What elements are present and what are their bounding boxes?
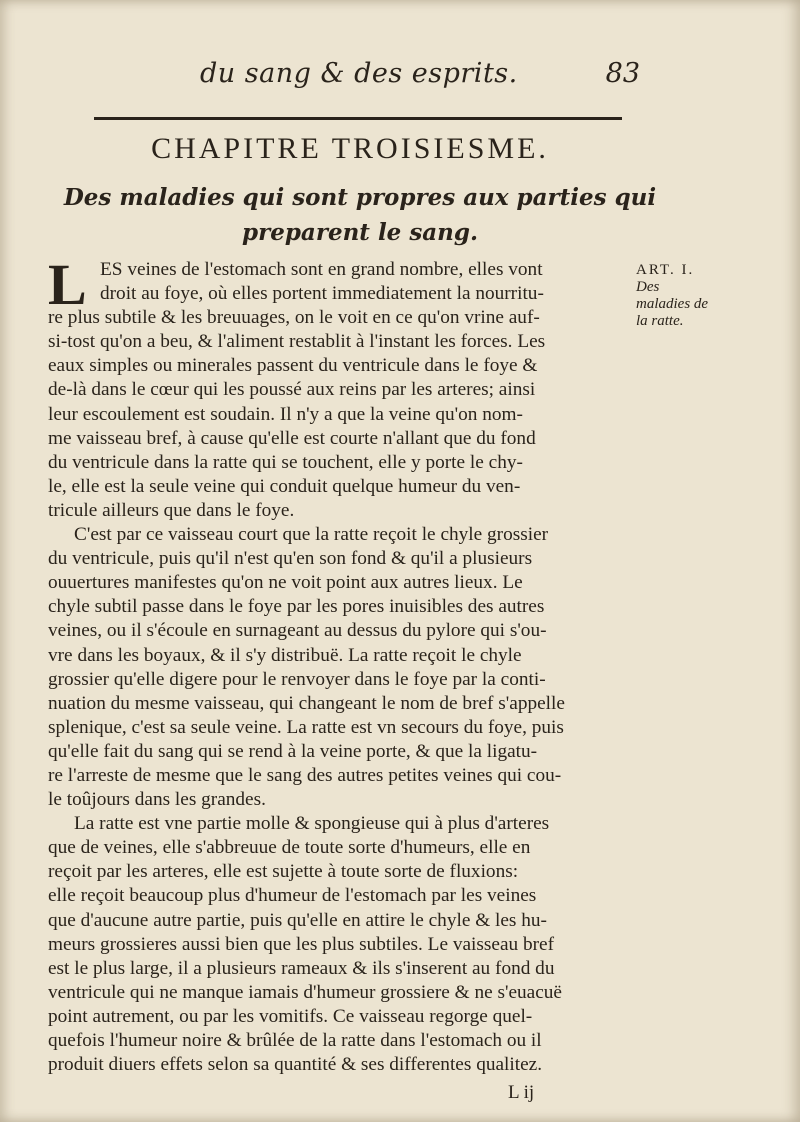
text-line: leur escoulement est soudain. Il n'y a que la veine qu'on nom- bbox=[48, 403, 523, 425]
page-number: 83 bbox=[605, 58, 640, 89]
text-line: ES veines de l'estomach sont en grand nombre, elles vont bbox=[100, 259, 543, 280]
text-line: du ventricule, puis qu'il n'est qu'en son fond & qu'il a plusieurs bbox=[48, 548, 533, 570]
text-line: de-là dans le cœur qui les poussé aux reins par les arteres; ainsi bbox=[48, 379, 536, 401]
text-line: C'est par ce vaisseau court que la ratte reçoit le chyle grossier bbox=[74, 524, 549, 546]
text-line: veines, ou il s'écoule en surnageant au dessus du pylore qui s'ou- bbox=[48, 620, 547, 642]
section-title-line-2: preparent le sang. bbox=[242, 219, 478, 246]
text-line: me vaisseau bref, à cause qu'elle est courte n'allant que du fond bbox=[48, 427, 536, 449]
text-line: si-tost qu'on a beu, & l'aliment restablit à l'instant les forces. Les bbox=[48, 331, 546, 353]
margin-note bbox=[636, 262, 716, 330]
text-line: le, elle est la seule veine qui conduit quelque humeur du ven- bbox=[48, 475, 521, 497]
section-title-line-1: Des maladies qui sont propres aux parties qui bbox=[63, 184, 657, 211]
text-line: le toûjours dans les grandes. bbox=[48, 789, 266, 811]
margin-note-text: Des maladies de la ratte. bbox=[636, 279, 709, 329]
text-line: nuation du mesme vaisseau, qui changeant le nom de bref s'appelle bbox=[48, 692, 565, 714]
text-line: que de veines, elle s'abbreuue de toute sorte d'humeurs, elle en bbox=[48, 837, 531, 859]
text-line: ouuertures manifestes qu'on ne voit point aux autres lieux. Le bbox=[48, 572, 523, 594]
text-line: est le plus large, il a plusieurs rameaux & ils s'inserent au fond du bbox=[48, 957, 555, 979]
text-line: point autrement, ou par les vomitifs. Ce vaisseau regorge quel- bbox=[48, 1005, 533, 1027]
header-rule bbox=[94, 117, 622, 120]
text-line: reçoit par les arteres, elle est sujette à toute sorte de fluxions: bbox=[48, 861, 519, 883]
text-line: grossier qu'elle digere pour le renvoyer dans le foye par la conti- bbox=[48, 668, 546, 690]
text-line: re l'arreste de mesme que le sang des autres petites veines qui cou- bbox=[48, 764, 562, 786]
text-line: La ratte est vne partie molle & spongieuse qui à plus d'arteres bbox=[74, 813, 550, 835]
margin-note-article: ART. I. bbox=[636, 262, 695, 278]
body-text bbox=[48, 252, 640, 1077]
chapter-title: CHAPITRE TROISIESME. bbox=[151, 132, 549, 165]
text-line: meurs grossieres aussi bien que les plus subtiles. Le vaisseau bref bbox=[48, 933, 555, 955]
text-line: ventricule qui ne manque iamais d'humeur grossiere & ne s'euacuë bbox=[48, 981, 562, 1003]
text-line: qu'elle fait du sang qui se rend à la veine porte, & que la ligatu- bbox=[48, 740, 538, 762]
text-line: vre dans les boyaux, & il s'y distribuë. La ratte reçoit le chyle bbox=[48, 644, 522, 666]
drop-cap: L bbox=[48, 252, 87, 317]
text-line: eaux simples ou minerales passent du ventricule dans le foye & bbox=[48, 355, 538, 377]
text-line: chyle subtil passe dans le foye par les pores inuisibles des autres bbox=[48, 596, 545, 618]
text-line: elle reçoit beaucoup plus d'humeur de l'estomach par les veines bbox=[48, 885, 537, 907]
text-line: du ventricule dans la ratte qui se touchent, elle y porte le chy- bbox=[48, 451, 523, 473]
text-line: produit diuers effets selon sa quantité & ses differentes qualitez. bbox=[48, 1054, 543, 1076]
text-line: droit au foye, où elles portent immediatement la nourritu- bbox=[100, 283, 544, 305]
signature-mark: L ij bbox=[508, 1082, 535, 1103]
running-head bbox=[200, 58, 640, 94]
text-line: splenique, c'est sa seule veine. La ratte est vn secours du foye, puis bbox=[48, 716, 564, 738]
running-title: du sang & des esprits. bbox=[200, 58, 518, 89]
text-line: quefois l'humeur noire & brûlée de la ratte dans l'estomach ou il bbox=[48, 1030, 542, 1051]
section-title bbox=[60, 180, 660, 250]
text-line: re plus subtile & les breuuages, on le voit en ce qu'on vrine auf- bbox=[48, 307, 540, 329]
text-line: tricule ailleurs que dans le foye. bbox=[48, 499, 295, 521]
text-line: que d'aucune autre partie, puis qu'elle en attire le chyle & les hu- bbox=[48, 909, 547, 931]
